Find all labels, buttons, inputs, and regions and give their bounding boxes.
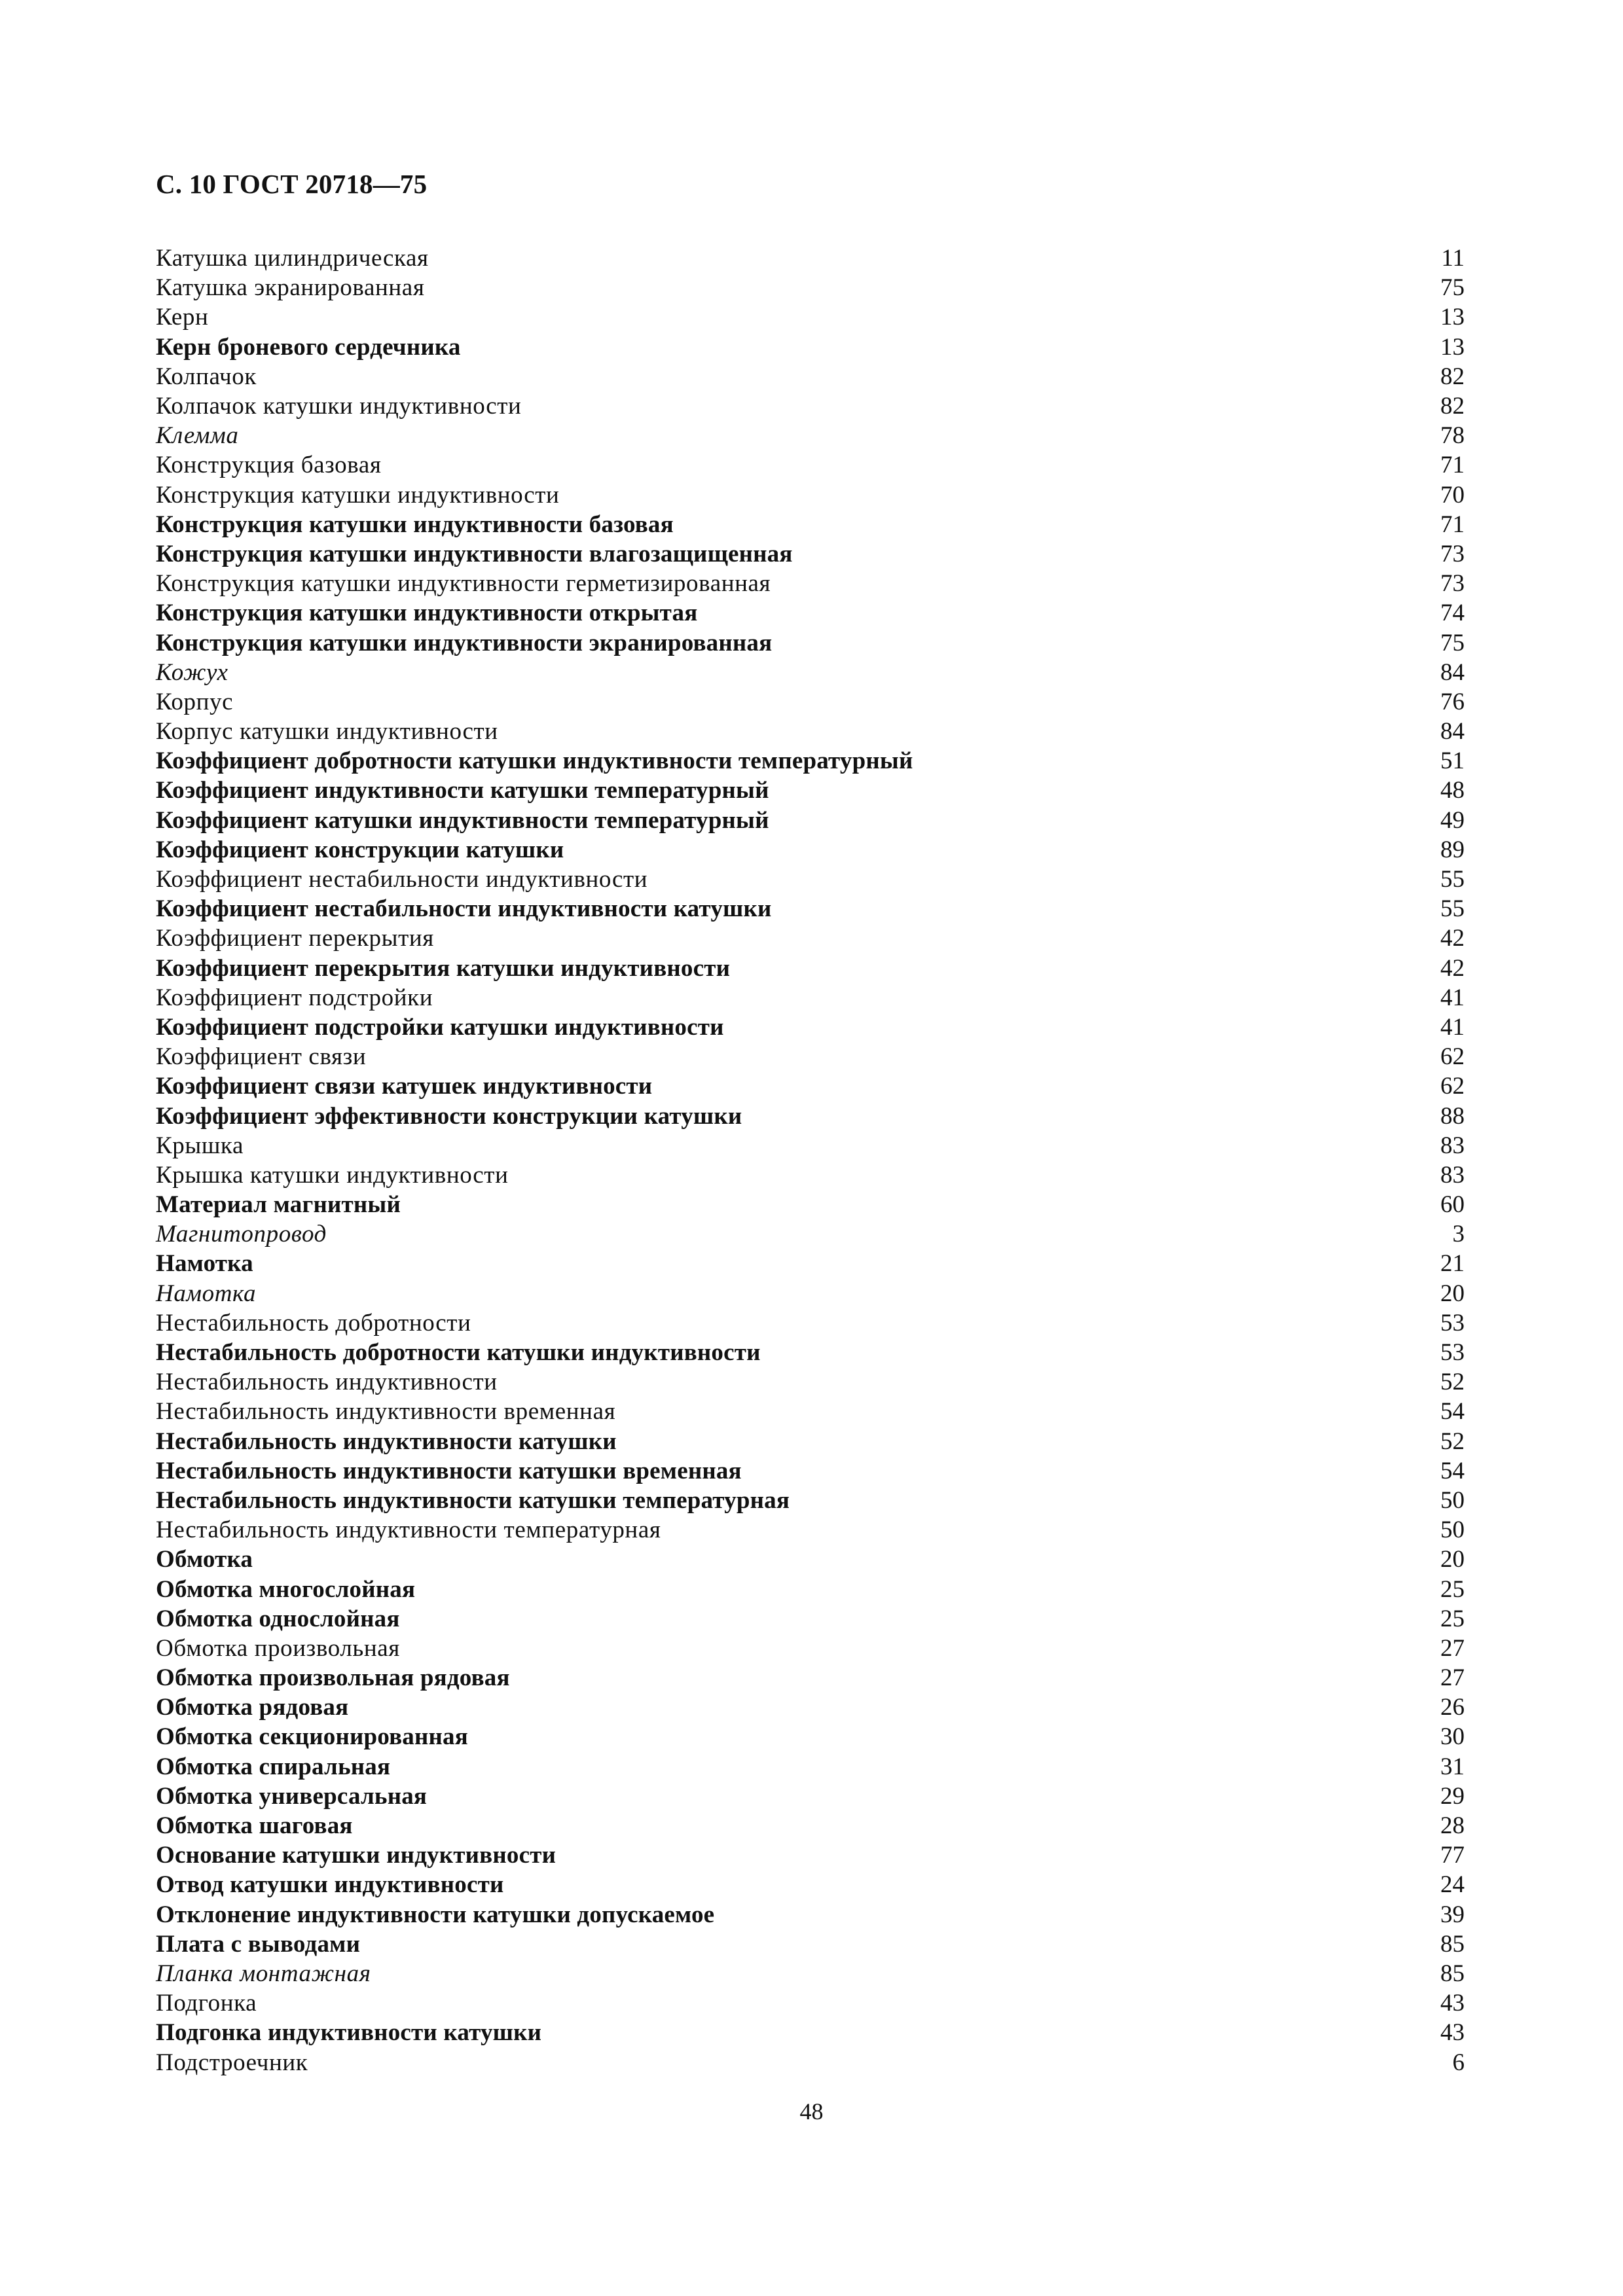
index-term: Коэффициент подстройки bbox=[156, 984, 433, 1011]
index-entry bbox=[156, 835, 1465, 865]
index-page-number: 71 bbox=[1440, 511, 1465, 538]
index-entry bbox=[156, 332, 1465, 362]
index-entry bbox=[156, 1367, 1465, 1397]
index-term: Нестабильность индуктивности катушки временная bbox=[156, 1457, 742, 1484]
index-term: Коэффициент индуктивности катушки температурный bbox=[156, 777, 769, 804]
index-term: Нестабильность добротности bbox=[156, 1309, 471, 1336]
index-page-number: 85 bbox=[1440, 1930, 1465, 1958]
index-page-number: 89 bbox=[1440, 836, 1465, 863]
index-page-number: 60 bbox=[1440, 1191, 1465, 1219]
index-page-number: 55 bbox=[1440, 866, 1465, 893]
index-entry bbox=[156, 421, 1465, 450]
index-entry bbox=[156, 1397, 1465, 1426]
index-page-number: 76 bbox=[1440, 688, 1465, 715]
index-page-number: 54 bbox=[1440, 1457, 1465, 1484]
index-term: Нестабильность индуктивности катушки bbox=[156, 1427, 617, 1455]
index-entry bbox=[156, 480, 1465, 510]
index-term: Нестабильность индуктивности катушки температурная bbox=[156, 1486, 790, 1514]
index-page-number: 48 bbox=[1440, 777, 1465, 804]
index-term: Плата с выводами bbox=[156, 1930, 361, 1958]
page-header: С. 10 ГОСТ 20718—75 bbox=[156, 169, 428, 199]
index-entry bbox=[156, 391, 1465, 421]
index-entry bbox=[156, 865, 1465, 894]
index-term: Конструкция базовая bbox=[156, 452, 382, 479]
index-entry bbox=[156, 1279, 1465, 1308]
index-page-number: 55 bbox=[1440, 895, 1465, 923]
index-entry bbox=[156, 1634, 1465, 1663]
index-term: Отвод катушки индуктивности bbox=[156, 1871, 504, 1899]
index-page-number: 62 bbox=[1440, 1073, 1465, 1100]
index-page-number: 13 bbox=[1440, 333, 1465, 361]
index-page-number: 52 bbox=[1440, 1369, 1465, 1396]
index-page-number: 51 bbox=[1440, 747, 1465, 775]
index-page-number: 27 bbox=[1440, 1634, 1465, 1662]
index-term: Обмотка секционированная bbox=[156, 1723, 468, 1751]
index-entry bbox=[156, 1959, 1465, 1988]
index-entry bbox=[156, 687, 1465, 717]
index-entry bbox=[156, 1929, 1465, 1959]
index-term: Конструкция катушки индуктивности открытая bbox=[156, 600, 698, 627]
index-term: Коэффициент перекрытия bbox=[156, 925, 434, 952]
index-entry bbox=[156, 1988, 1465, 2018]
index-page-number: 43 bbox=[1440, 2019, 1465, 2047]
index-page-number: 20 bbox=[1440, 1546, 1465, 1573]
index-entry bbox=[156, 1160, 1465, 1190]
index-term: Отклонение индуктивности катушки допускаемое bbox=[156, 1901, 715, 1928]
index-page-number: 50 bbox=[1440, 1516, 1465, 1544]
index-term: Корпус катушки индуктивности bbox=[156, 718, 498, 745]
index-term: Коэффициент катушки индуктивности температурный bbox=[156, 806, 769, 834]
index-term: Намотка bbox=[156, 1280, 257, 1307]
index-term: Нестабильность индуктивности bbox=[156, 1369, 498, 1396]
index-term: Подгонка индуктивности катушки bbox=[156, 2019, 542, 2047]
index-page-number: 29 bbox=[1440, 1782, 1465, 1810]
index-page-number: 49 bbox=[1440, 806, 1465, 834]
index-term: Керн bbox=[156, 304, 209, 331]
index-term: Подстроечник bbox=[156, 2049, 308, 2076]
index-entry bbox=[156, 2018, 1465, 2047]
index-term: Нестабильность индуктивности временная bbox=[156, 1398, 616, 1426]
index-term: Коэффициент нестабильности индуктивности катушки bbox=[156, 895, 772, 923]
index-page-number: 43 bbox=[1440, 1990, 1465, 2017]
index-term: Конструкция катушки индуктивности влагозащищенная bbox=[156, 540, 793, 567]
index-page-number: 53 bbox=[1440, 1309, 1465, 1336]
index-page-number: 21 bbox=[1440, 1250, 1465, 1278]
index-term: Обмотка произвольная bbox=[156, 1634, 400, 1662]
index-entry bbox=[156, 1219, 1465, 1249]
index-entry bbox=[156, 1604, 1465, 1634]
index-page-number: 3 bbox=[1452, 1221, 1465, 1248]
index-page-number: 50 bbox=[1440, 1486, 1465, 1514]
index-term: Магнитопровод bbox=[156, 1221, 327, 1248]
index-page-number: 6 bbox=[1452, 2049, 1465, 2076]
index-term: Коэффициент подстройки катушки индуктивности bbox=[156, 1013, 724, 1041]
index-entry bbox=[156, 362, 1465, 391]
index-page-number: 73 bbox=[1440, 570, 1465, 598]
index-term: Коэффициент добротности катушки индуктивности температурный bbox=[156, 747, 913, 775]
index-page-number: 25 bbox=[1440, 1605, 1465, 1632]
index-page-number: 30 bbox=[1440, 1723, 1465, 1751]
index-term: Нестабильность добротности катушки индуктивности bbox=[156, 1339, 761, 1367]
index-page-number: 39 bbox=[1440, 1901, 1465, 1928]
index-entry bbox=[156, 1900, 1465, 1929]
index-page-number: 83 bbox=[1440, 1132, 1465, 1159]
index-page-number: 52 bbox=[1440, 1427, 1465, 1455]
index-entry bbox=[156, 450, 1465, 480]
index-term: Конструкция катушки индуктивности герметизированная bbox=[156, 570, 771, 598]
index-term: Клемма bbox=[156, 422, 239, 450]
index-entry bbox=[156, 1840, 1465, 1870]
index-entry bbox=[156, 1427, 1465, 1456]
index-entry bbox=[156, 1486, 1465, 1515]
index-term: Коэффициент конструкции катушки bbox=[156, 836, 564, 863]
index-page-number: 85 bbox=[1440, 1960, 1465, 1987]
index-term: Обмотка рядовая bbox=[156, 1694, 349, 1721]
index-entry bbox=[156, 924, 1465, 953]
index-page-number: 42 bbox=[1440, 954, 1465, 982]
index-page-number: 75 bbox=[1440, 629, 1465, 656]
index-entry bbox=[156, 539, 1465, 569]
index-entry bbox=[156, 1190, 1465, 1219]
index-entry bbox=[156, 1663, 1465, 1693]
index-page-number: 20 bbox=[1440, 1280, 1465, 1307]
index-term: Крышка катушки индуктивности bbox=[156, 1161, 509, 1189]
index-entry bbox=[156, 717, 1465, 746]
index-page-number: 27 bbox=[1440, 1664, 1465, 1692]
index-entry bbox=[156, 954, 1465, 983]
index-page-number: 13 bbox=[1440, 304, 1465, 331]
index-term: Обмотка многослойная bbox=[156, 1575, 416, 1603]
index-term: Намотка bbox=[156, 1250, 253, 1278]
index-page-number: 53 bbox=[1440, 1339, 1465, 1367]
index-page-number: 24 bbox=[1440, 1871, 1465, 1899]
index-entry bbox=[156, 302, 1465, 332]
index-entry bbox=[156, 1515, 1465, 1545]
index-entry bbox=[156, 1071, 1465, 1101]
index-entry bbox=[156, 1308, 1465, 1338]
index-term: Коэффициент связи bbox=[156, 1043, 367, 1071]
index-entry bbox=[156, 1722, 1465, 1751]
index-page-number: 84 bbox=[1440, 718, 1465, 745]
index-page-number: 31 bbox=[1440, 1753, 1465, 1780]
index-page-number: 28 bbox=[1440, 1812, 1465, 1840]
index-page-number: 82 bbox=[1440, 363, 1465, 390]
index-page-number: 71 bbox=[1440, 452, 1465, 479]
index-entry bbox=[156, 1693, 1465, 1722]
index-entry bbox=[156, 1456, 1465, 1486]
index-entry bbox=[156, 1131, 1465, 1160]
index-page-number: 26 bbox=[1440, 1694, 1465, 1721]
index-page-number: 54 bbox=[1440, 1398, 1465, 1426]
index-page-number: 41 bbox=[1440, 984, 1465, 1011]
index-page-number: 62 bbox=[1440, 1043, 1465, 1071]
index-term: Коэффициент перекрытия катушки индуктивности bbox=[156, 954, 731, 982]
index-term: Планка монтажная bbox=[156, 1960, 371, 1987]
index-page-number: 82 bbox=[1440, 393, 1465, 420]
index-term: Обмотка однослойная bbox=[156, 1605, 400, 1632]
index-page-number: 77 bbox=[1440, 1842, 1465, 1869]
index-entry bbox=[156, 628, 1465, 657]
index-entry bbox=[156, 1574, 1465, 1604]
index-term: Обмотка произвольная рядовая bbox=[156, 1664, 510, 1692]
index-term: Конструкция катушки индуктивности bbox=[156, 481, 560, 509]
index-term: Обмотка спиральная bbox=[156, 1753, 391, 1780]
index-entry bbox=[156, 1752, 1465, 1782]
index-entry bbox=[156, 806, 1465, 835]
index-term: Катушка экранированная bbox=[156, 274, 425, 302]
index-entry bbox=[156, 1338, 1465, 1367]
index-entry bbox=[156, 1811, 1465, 1840]
index-term: Коэффициент эффективности конструкции катушки bbox=[156, 1102, 742, 1130]
index-term: Коэффициент нестабильности индуктивности bbox=[156, 866, 648, 893]
index-entry bbox=[156, 776, 1465, 805]
index-term: Конструкция катушки индуктивности базовая bbox=[156, 511, 674, 538]
index-page-number: 70 bbox=[1440, 481, 1465, 509]
index-term: Крышка bbox=[156, 1132, 244, 1159]
index-entry bbox=[156, 1782, 1465, 1811]
index-term: Материал магнитный bbox=[156, 1191, 401, 1219]
index-term: Основание катушки индуктивности bbox=[156, 1842, 556, 1869]
index-term: Кожух bbox=[156, 658, 228, 686]
index-entry bbox=[156, 746, 1465, 776]
index-page-number: 88 bbox=[1440, 1102, 1465, 1130]
index-term: Обмотка bbox=[156, 1546, 253, 1573]
index-term: Керн броневого сердечника bbox=[156, 333, 461, 361]
index-page-number: 84 bbox=[1440, 658, 1465, 686]
index-entry bbox=[156, 658, 1465, 687]
index-page-number: 78 bbox=[1440, 422, 1465, 450]
index-term: Обмотка шаговая bbox=[156, 1812, 353, 1840]
index-entry bbox=[156, 243, 1465, 273]
term-index-list bbox=[156, 243, 1465, 2077]
index-entry bbox=[156, 894, 1465, 924]
index-term: Катушка цилиндрическая bbox=[156, 245, 429, 272]
index-entry bbox=[156, 1013, 1465, 1042]
index-entry bbox=[156, 273, 1465, 302]
index-page-number: 83 bbox=[1440, 1161, 1465, 1189]
index-term: Обмотка универсальная bbox=[156, 1782, 428, 1810]
index-page-number: 41 bbox=[1440, 1013, 1465, 1041]
index-page-number: 42 bbox=[1440, 925, 1465, 952]
index-term: Колпачок bbox=[156, 363, 257, 390]
index-term: Корпус bbox=[156, 688, 234, 715]
index-page-number: 25 bbox=[1440, 1575, 1465, 1603]
index-term: Подгонка bbox=[156, 1990, 257, 2017]
index-page-number: 74 bbox=[1440, 600, 1465, 627]
index-entry bbox=[156, 569, 1465, 598]
index-page-number: 75 bbox=[1440, 274, 1465, 302]
index-term: Коэффициент связи катушек индуктивности bbox=[156, 1073, 653, 1100]
index-term: Колпачок катушки индуктивности bbox=[156, 393, 522, 420]
index-entry bbox=[156, 510, 1465, 539]
page-number: 48 bbox=[799, 2098, 824, 2125]
index-page-number: 73 bbox=[1440, 540, 1465, 567]
index-entry bbox=[156, 2047, 1465, 2077]
index-entry bbox=[156, 1249, 1465, 1278]
index-page-number: 11 bbox=[1441, 245, 1465, 272]
index-term: Конструкция катушки индуктивности экранированная bbox=[156, 629, 773, 656]
index-entry bbox=[156, 983, 1465, 1013]
index-term: Нестабильность индуктивности температурная bbox=[156, 1516, 661, 1544]
index-entry bbox=[156, 598, 1465, 628]
index-entry bbox=[156, 1545, 1465, 1574]
index-entry bbox=[156, 1101, 1465, 1130]
index-entry bbox=[156, 1042, 1465, 1071]
index-entry bbox=[156, 1870, 1465, 1899]
